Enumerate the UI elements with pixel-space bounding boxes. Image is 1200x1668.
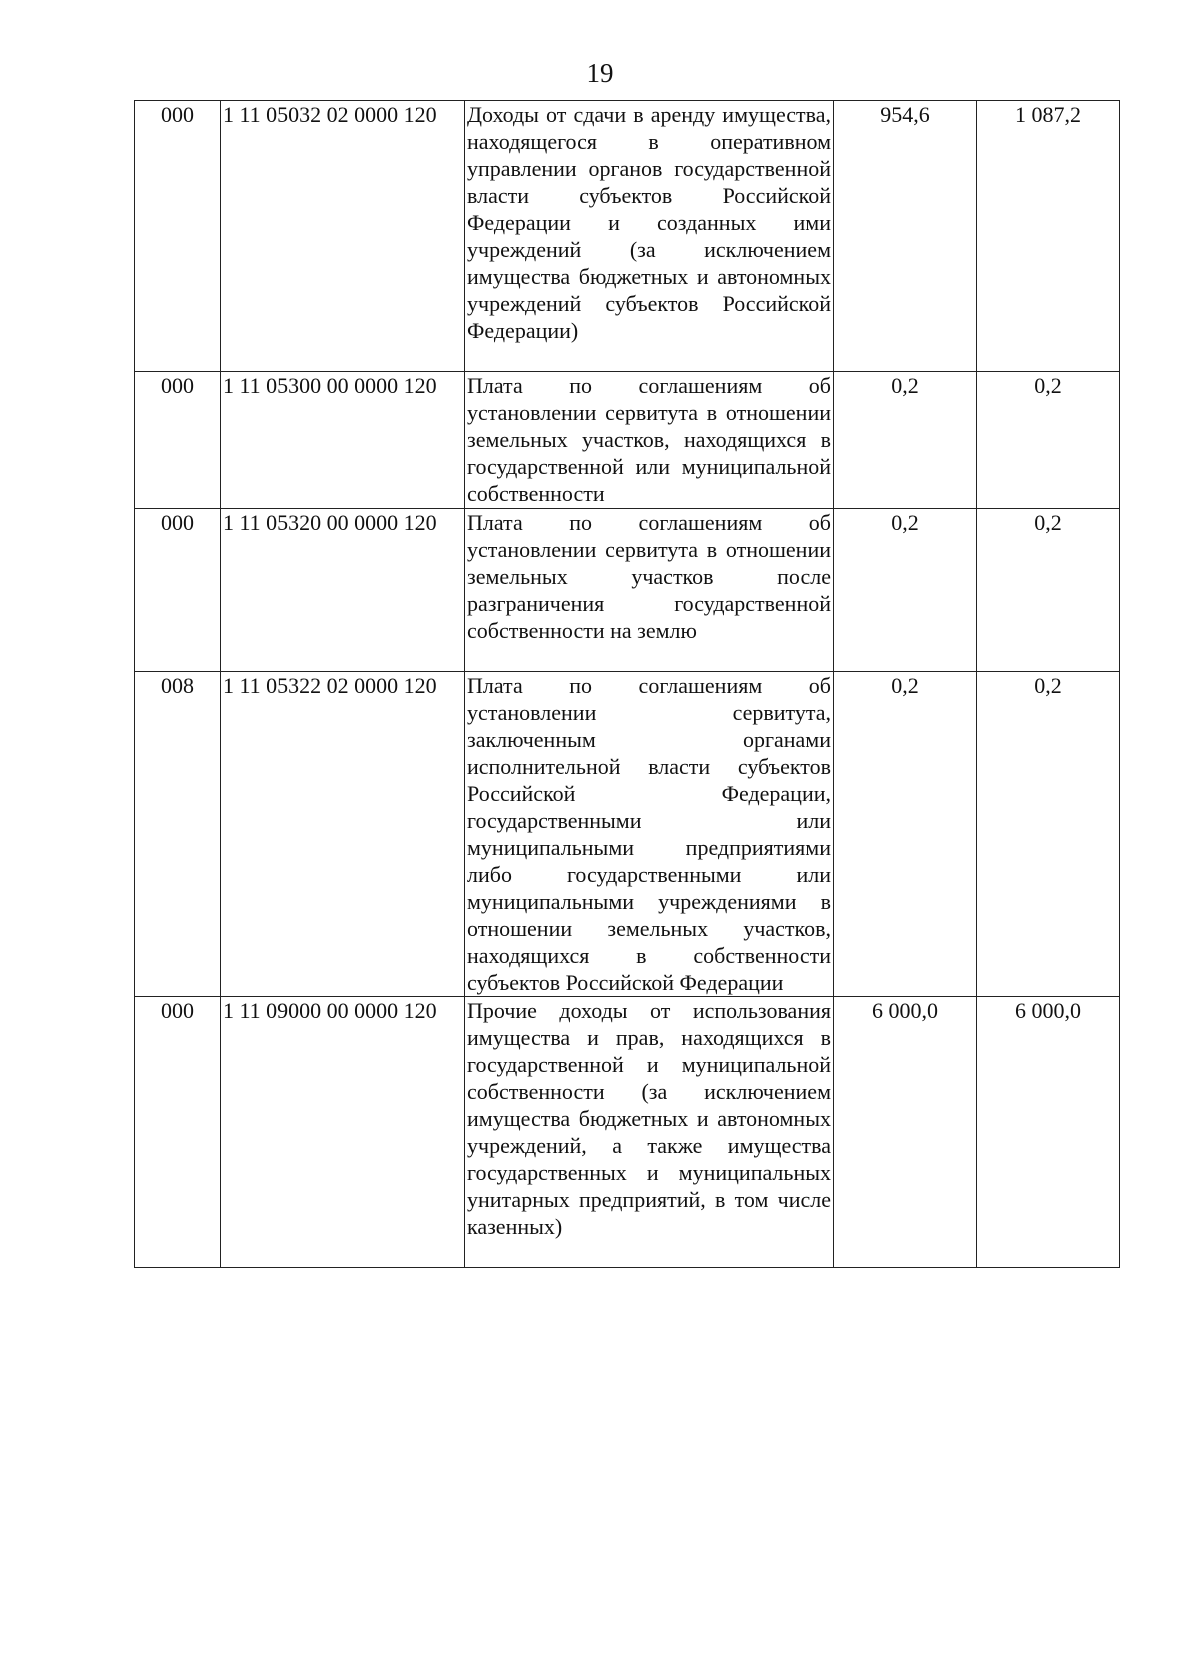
value-2-cell: 0,2 [977,509,1120,672]
value-1-cell: 0,2 [834,372,977,509]
budget-code-cell: 1 11 05032 02 0000 120 [221,101,465,372]
value-2-cell: 0,2 [977,372,1120,509]
revenue-name-cell: Плата по соглашениям об установлении сервитута, заключенным органами исполнительной власти субъектов Российской Федерации, государственными или муниципальными предприятиями либо государственными или муниципальными учреждениями в отношении земельных участков, находящихся в собственности субъектов Российской Федерации [465,672,834,997]
table-row [135,997,1120,1268]
value-2-cell: 0,2 [977,672,1120,997]
value-1-cell: 6 000,0 [834,997,977,1268]
budget-code-cell: 1 11 09000 00 0000 120 [221,997,465,1268]
value-1-cell: 0,2 [834,509,977,672]
admin-code-cell: 000 [135,101,221,372]
admin-code-cell: 008 [135,672,221,997]
admin-code-cell: 000 [135,509,221,672]
table-row [135,101,1120,372]
revenue-table [134,100,1120,1268]
table-row [135,372,1120,509]
table-row [135,672,1120,997]
value-2-cell: 1 087,2 [977,101,1120,372]
revenue-name-cell: Плата по соглашениям об установлении сервитута в отношении земельных участков, находящихся в государственной или муниципальной собственности [465,372,834,509]
admin-code-cell: 000 [135,997,221,1268]
admin-code-cell: 000 [135,372,221,509]
revenue-name-cell: Доходы от сдачи в аренду имущества, находящегося в оперативном управлении органов государственной власти субъектов Российской Федерации и созданных ими учреждений (за исключением имущества бюджетных и автономных учреждений субъектов Российской Федерации) [465,101,834,372]
revenue-name-cell: Плата по соглашениям об установлении сервитута в отношении земельных участков после разграничения государственной собственности на землю [465,509,834,672]
value-1-cell: 954,6 [834,101,977,372]
page-number: 19 [586,58,614,88]
budget-code-cell: 1 11 05322 02 0000 120 [221,672,465,997]
value-2-cell: 6 000,0 [977,997,1120,1268]
revenue-name-cell: Прочие доходы от использования имущества и прав, находящихся в государственной и муниципальной собственности (за исключением имущества бюджетных и автономных учреждений, а также имущества государственных и муниципальных унитарных предприятий, в том числе казенных) [465,997,834,1268]
table-row [135,509,1120,672]
value-1-cell: 0,2 [834,672,977,997]
budget-code-cell: 1 11 05320 00 0000 120 [221,509,465,672]
budget-code-cell: 1 11 05300 00 0000 120 [221,372,465,509]
